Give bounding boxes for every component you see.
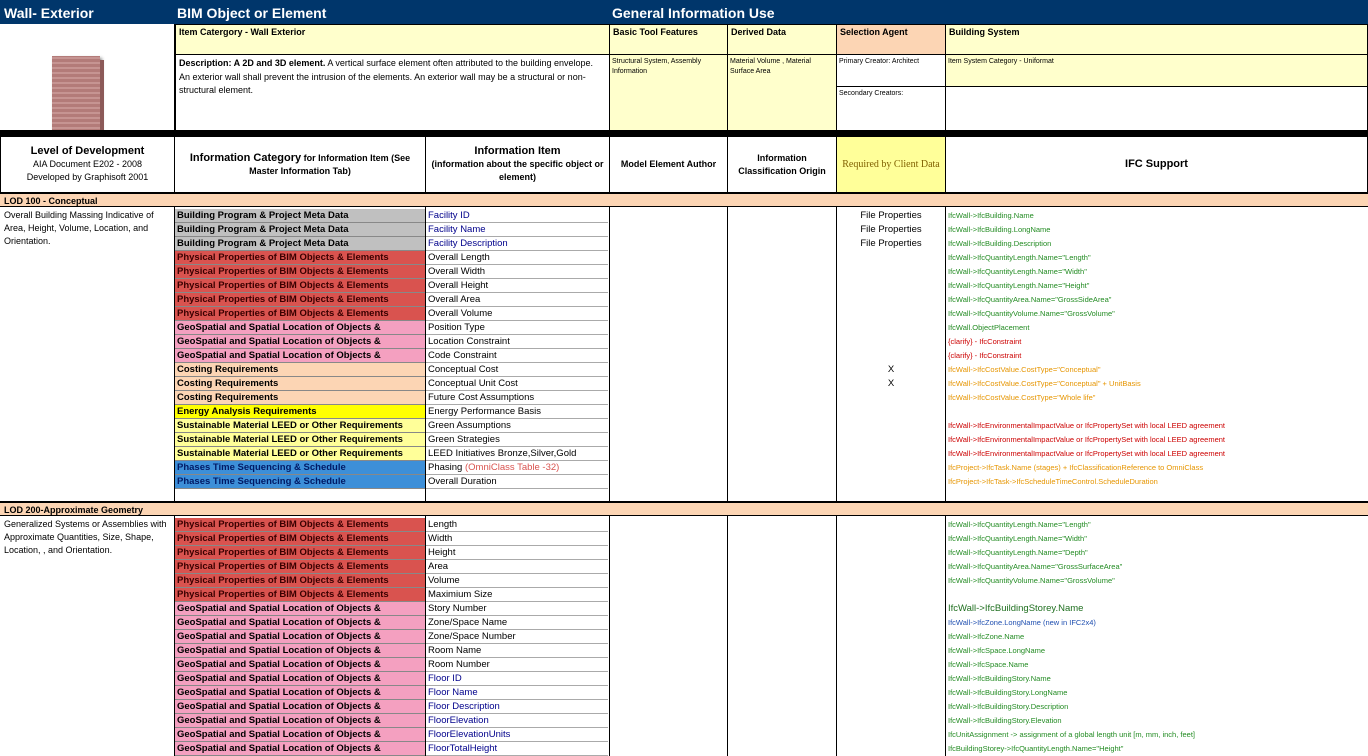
info-item-cell[interactable]: Conceptual Cost [426, 363, 608, 377]
info-item-cell[interactable]: Width [426, 532, 608, 546]
info-item-cell[interactable]: Height [426, 546, 608, 560]
ifc-support-cell[interactable]: IfcBuildingStorey->IfcQuantityLength.Name="Height" [948, 744, 1124, 753]
required-cell[interactable] [837, 321, 945, 335]
ifc-support-cell[interactable]: IfcWall->IfcEnvironmentalImpactValue or IfcPropertySet with local LEED agreement [948, 421, 1225, 430]
info-category-cell[interactable]: Sustainable Material LEED or Other Requirements [175, 433, 425, 447]
info-category-cell[interactable]: GeoSpatial and Spatial Location of Objects & [175, 616, 425, 630]
ifc-support-cell[interactable]: IfcWall->IfcZone.LongName (new in IFC2x4) [948, 618, 1096, 627]
info-item-cell[interactable]: FloorElevationUnits [426, 728, 608, 742]
ifc-support-cell[interactable]: IfcWall->IfcQuantityArea.Name="GrossSurfaceArea" [948, 562, 1123, 571]
ifc-support-cell[interactable]: IfcWall->IfcEnvironmentalImpactValue or IfcPropertySet with local LEED agreement [948, 435, 1225, 444]
ifc-support-cell[interactable]: IfcWall->IfcQuantityVolume.Name="GrossVolume" [948, 576, 1115, 585]
info-category-cell[interactable]: Costing Requirements [175, 363, 425, 377]
info-category-cell[interactable]: Physical Properties of BIM Objects & Elements [175, 532, 425, 546]
info-category-cell[interactable]: GeoSpatial and Spatial Location of Objects & [175, 349, 425, 363]
ifc-support-cell[interactable]: IfcWall->IfcQuantityLength.Name="Width" [948, 267, 1087, 276]
info-item-column-header[interactable]: Information Item (information about the specific object or element) [425, 136, 610, 193]
info-item-cell[interactable]: Green Strategies [426, 433, 608, 447]
info-category-cell[interactable]: GeoSpatial and Spatial Location of Objects & [175, 335, 425, 349]
info-item-cell[interactable]: Floor Description [426, 700, 608, 714]
info-category-cell[interactable]: GeoSpatial and Spatial Location of Objects & [175, 686, 425, 700]
info-item-cell[interactable]: Overall Width [426, 265, 608, 279]
info-item-cell[interactable]: Room Name [426, 644, 608, 658]
info-item-cell[interactable]: Location Constraint [426, 335, 608, 349]
info-category-cell[interactable]: GeoSpatial and Spatial Location of Objects & [175, 644, 425, 658]
required-cell[interactable]: X [887, 364, 895, 375]
info-item-cell[interactable]: Facility ID [426, 209, 608, 223]
ifc-support-cell[interactable]: IfcWall->IfcBuilding.Name [948, 211, 1034, 220]
description-cell[interactable]: Description: A 2D and 3D element. A vertical surface element often attributed to the building envelope. An exterior wall shall prevent the intrusion of the elements. An exterior wall may be a structural or non-structural element. [175, 54, 610, 131]
ifc-support-cell[interactable]: IfcProject->IfcTask->IfcScheduleTimeControl.ScheduleDuration [948, 477, 1158, 486]
selection-agent-header[interactable]: Selection Agent [836, 24, 946, 55]
info-category-cell[interactable]: Physical Properties of BIM Objects & Elements [175, 265, 425, 279]
ifc-support-cell[interactable]: IfcWall->IfcBuildingStorey.Name [948, 603, 1084, 614]
info-category-cell[interactable]: Sustainable Material LEED or Other Requirements [175, 447, 425, 461]
secondary-creators-cell[interactable]: Secondary Creators: [836, 86, 946, 131]
ifc-support-cell[interactable]: IfcWall->IfcEnvironmentalImpactValue or IfcPropertySet with local LEED agreement [948, 449, 1225, 458]
ifc-support-cell[interactable]: IfcWall->IfcQuantityLength.Name="Height" [948, 281, 1090, 290]
required-cell[interactable] [837, 251, 945, 265]
lod100-description[interactable]: Overall Building Massing Indicative of Area, Height, Volume, Location, and Orientation. [4, 210, 154, 246]
info-item-cell[interactable]: LEED Initiatives Bronze,Silver,Gold [426, 447, 608, 461]
ifc-support-cell[interactable]: IfcWall->IfcBuildingStory.Name [948, 674, 1051, 683]
info-category-cell[interactable]: Sustainable Material LEED or Other Requirements [175, 419, 425, 433]
ifc-support-cell[interactable]: IfcWall->IfcCostValue.CostType="Conceptual" + UnitBasis [948, 379, 1141, 388]
info-category-cell[interactable]: Physical Properties of BIM Objects & Elements [175, 518, 425, 532]
derived-data-header[interactable]: Derived Data [727, 24, 837, 55]
ifc-support-cell[interactable]: IfcWall->IfcQuantityLength.Name="Length" [948, 253, 1091, 262]
info-item-cell[interactable]: Zone/Space Name [426, 616, 608, 630]
info-category-cell[interactable]: Building Program & Project Meta Data [175, 223, 425, 237]
ifc-support-cell[interactable]: IfcWall->IfcQuantityLength.Name="Depth" [948, 548, 1088, 557]
info-category-cell[interactable]: Physical Properties of BIM Objects & Elements [175, 251, 425, 265]
info-item-cell[interactable]: Room Number [426, 658, 608, 672]
required-cell[interactable] [837, 307, 945, 321]
ifc-support-cell[interactable]: IfcUnitAssignment -> assignment of a global length unit [m, mm, inch, feet] [948, 730, 1195, 739]
info-category-cell[interactable]: Physical Properties of BIM Objects & Elements [175, 293, 425, 307]
required-cell[interactable]: X [887, 378, 895, 389]
ifc-support-cell[interactable]: {clarify} - IfcConstraint [948, 337, 1022, 346]
info-item-cell[interactable]: Floor ID [426, 672, 608, 686]
info-item-cell[interactable]: FloorTotalHeight [426, 742, 608, 756]
ifc-support-cell[interactable]: IfcWall->IfcBuilding.LongName [948, 225, 1051, 234]
info-item-cell[interactable]: Maximium Size [426, 588, 608, 602]
info-item-cell[interactable]: Overall Area [426, 293, 608, 307]
info-item-cell[interactable]: Area [426, 560, 608, 574]
lod-column-header[interactable]: Level of Development AIA Document E202 - 2008 Developed by Graphisoft 2001 [0, 136, 175, 193]
info-item-cell[interactable]: Energy Performance Basis [426, 405, 608, 419]
info-item-cell[interactable]: Overall Length [426, 251, 608, 265]
info-category-cell[interactable]: Physical Properties of BIM Objects & Elements [175, 574, 425, 588]
model-author-column-header[interactable]: Model Element Author [609, 136, 728, 193]
item-category-cell[interactable]: Item Catergory - Wall Exterior [175, 24, 610, 55]
basic-tool-header[interactable]: Basic Tool Features [609, 24, 728, 55]
info-category-cell[interactable]: Phases Time Sequencing & Schedule [175, 461, 425, 475]
info-category-cell[interactable]: GeoSpatial and Spatial Location of Objects & [175, 630, 425, 644]
ifc-support-cell[interactable] [948, 405, 1368, 419]
required-cell[interactable] [837, 433, 945, 447]
ifc-support-cell[interactable]: IfcWall->IfcBuildingStory.LongName [948, 688, 1068, 697]
ifc-support-cell[interactable]: IfcWall->IfcZone.Name [948, 632, 1025, 641]
info-category-cell[interactable]: Phases Time Sequencing & Schedule [175, 475, 425, 489]
ifc-support-cell[interactable]: IfcWall->IfcQuantityLength.Name="Length" [948, 520, 1091, 529]
required-cell[interactable]: File Properties [860, 238, 922, 249]
required-cell[interactable] [837, 335, 945, 349]
ifc-support-cell[interactable]: IfcWall->IfcBuildingStory.Elevation [948, 716, 1062, 725]
ifc-support-cell[interactable]: IfcWall->IfcCostValue.CostType="Conceptual" [948, 365, 1101, 374]
info-item-cell[interactable]: Facility Description [426, 237, 608, 251]
primary-creator-cell[interactable]: Primary Creator: Architect [836, 54, 946, 87]
info-category-column-header[interactable]: Information Category for Information Item (See Master Information Tab) [174, 136, 426, 193]
info-category-cell[interactable]: Physical Properties of BIM Objects & Elements [175, 560, 425, 574]
info-item-cell[interactable]: Length [426, 518, 608, 532]
ifc-support-cell[interactable]: IfcWall->IfcBuildingStory.Description [948, 702, 1069, 711]
info-item-cell[interactable]: Conceptual Unit Cost [426, 377, 608, 391]
info-item-cell[interactable]: Phasing (OmniClass Table -32) [426, 461, 608, 475]
wall-icon [52, 56, 100, 131]
info-item-cell[interactable]: Overall Duration [426, 475, 608, 489]
general-info-heading: General Information Use [612, 5, 775, 21]
building-system-header[interactable]: Building System [945, 24, 1368, 55]
ifc-support-cell[interactable]: IfcWall->IfcSpace.Name [948, 660, 1029, 669]
ifc-support-cell[interactable] [948, 588, 1368, 602]
info-category-cell[interactable]: GeoSpatial and Spatial Location of Objects & [175, 728, 425, 742]
info-item-cell[interactable]: Story Number [426, 602, 608, 616]
ifc-support-cell[interactable]: IfcWall->IfcQuantityArea.Name="GrossSideArea" [948, 295, 1112, 304]
info-item-cell[interactable]: Position Type [426, 321, 608, 335]
bim-object-heading: BIM Object or Element [177, 5, 327, 21]
info-category-cell[interactable]: GeoSpatial and Spatial Location of Objects & [175, 658, 425, 672]
info-category-cell[interactable]: Building Program & Project Meta Data [175, 209, 425, 223]
lod200-bar[interactable]: LOD 200-Approximate Geometry [0, 501, 1368, 516]
info-category-cell[interactable]: GeoSpatial and Spatial Location of Objects & [175, 742, 425, 756]
ifc-support-cell[interactable]: IfcWall->IfcQuantityVolume.Name="GrossVolume" [948, 309, 1115, 318]
info-category-cell[interactable]: Costing Requirements [175, 377, 425, 391]
info-category-cell[interactable]: GeoSpatial and Spatial Location of Objects & [175, 602, 425, 616]
ifc-support-cell[interactable]: IfcProject->IfcTask.Name (stages) + IfcClassificationReference to OmniClass [948, 463, 1204, 472]
lod200-description[interactable]: Generalized Systems or Assemblies with Approximate Quantities, Size, Shape, Location, , and Orientation. [4, 519, 167, 555]
ifc-support-cell[interactable]: IfcWall->IfcBuilding.Description [948, 239, 1052, 248]
lod100-bar[interactable]: LOD 100 - Conceptual [0, 192, 1368, 207]
ifc-support-cell[interactable]: IfcWall->IfcSpace.LongName [948, 646, 1046, 655]
info-category-cell[interactable]: GeoSpatial and Spatial Location of Objects & [175, 321, 425, 335]
info-item-cell[interactable]: Code Constraint [426, 349, 608, 363]
info-category-cell[interactable]: Energy Analysis Requirements [175, 405, 425, 419]
ifc-support-cell[interactable]: IfcWall->IfcQuantityLength.Name="Width" [948, 534, 1087, 543]
info-category-cell[interactable]: Physical Properties of BIM Objects & Elements [175, 307, 425, 321]
required-cell[interactable] [837, 279, 945, 293]
required-cell[interactable] [837, 419, 945, 433]
basic-tool-value[interactable]: Structural System, Assembly Information [609, 54, 728, 131]
info-category-cell[interactable]: Physical Properties of BIM Objects & Elements [175, 546, 425, 560]
required-cell[interactable]: File Properties [860, 210, 922, 221]
info-item-cell[interactable]: Future Cost Assumptions [426, 391, 608, 405]
info-category-cell[interactable]: GeoSpatial and Spatial Location of Objects & [175, 700, 425, 714]
ifc-support-column-header[interactable]: IFC Support [945, 136, 1368, 193]
info-item-cell[interactable]: Facility Name [426, 223, 608, 237]
title-bar [0, 0, 1368, 24]
info-item-cell[interactable]: Floor Name [426, 686, 608, 700]
required-cell[interactable] [837, 391, 945, 405]
info-item-cell[interactable]: Volume [426, 574, 608, 588]
required-cell[interactable] [837, 475, 945, 489]
info-category-cell[interactable]: Costing Requirements [175, 391, 425, 405]
required-cell[interactable] [837, 349, 945, 363]
required-cell[interactable] [837, 265, 945, 279]
required-cell[interactable]: File Properties [860, 224, 922, 235]
required-column-header[interactable]: Required by Client Data [836, 136, 946, 193]
derived-data-value[interactable]: Material Volume , Material Surface Area [727, 54, 837, 131]
info-category-cell[interactable]: Physical Properties of BIM Objects & Elements [175, 588, 425, 602]
info-item-cell[interactable]: Green Assumptions [426, 419, 608, 433]
info-category-cell[interactable]: Physical Properties of BIM Objects & Elements [175, 279, 425, 293]
info-category-cell[interactable]: GeoSpatial and Spatial Location of Objects & [175, 672, 425, 686]
ifc-support-cell[interactable]: IfcWall.ObjectPlacement [948, 323, 1030, 332]
building-system-value[interactable]: Item System Category - Uniformat [945, 54, 1368, 87]
wall-image-cell [0, 24, 175, 131]
info-category-cell[interactable]: Building Program & Project Meta Data [175, 237, 425, 251]
info-item-cell[interactable]: FloorElevation [426, 714, 608, 728]
required-cell[interactable] [837, 293, 945, 307]
required-cell[interactable] [837, 461, 945, 475]
info-item-cell[interactable]: Zone/Space Number [426, 630, 608, 644]
sheet-title: Wall- Exterior [4, 5, 94, 21]
info-category-cell[interactable]: GeoSpatial and Spatial Location of Objects & [175, 714, 425, 728]
info-item-cell[interactable]: Overall Volume [426, 307, 608, 321]
info-class-column-header[interactable]: Information Classification Origin [727, 136, 837, 193]
required-cell[interactable] [837, 405, 945, 419]
info-item-cell[interactable]: Overall Height [426, 279, 608, 293]
required-cell[interactable] [837, 447, 945, 461]
ifc-support-cell[interactable]: IfcWall->IfcCostValue.CostType="Whole life" [948, 393, 1096, 402]
ifc-support-cell[interactable]: {clarify} - IfcConstraint [948, 351, 1022, 360]
